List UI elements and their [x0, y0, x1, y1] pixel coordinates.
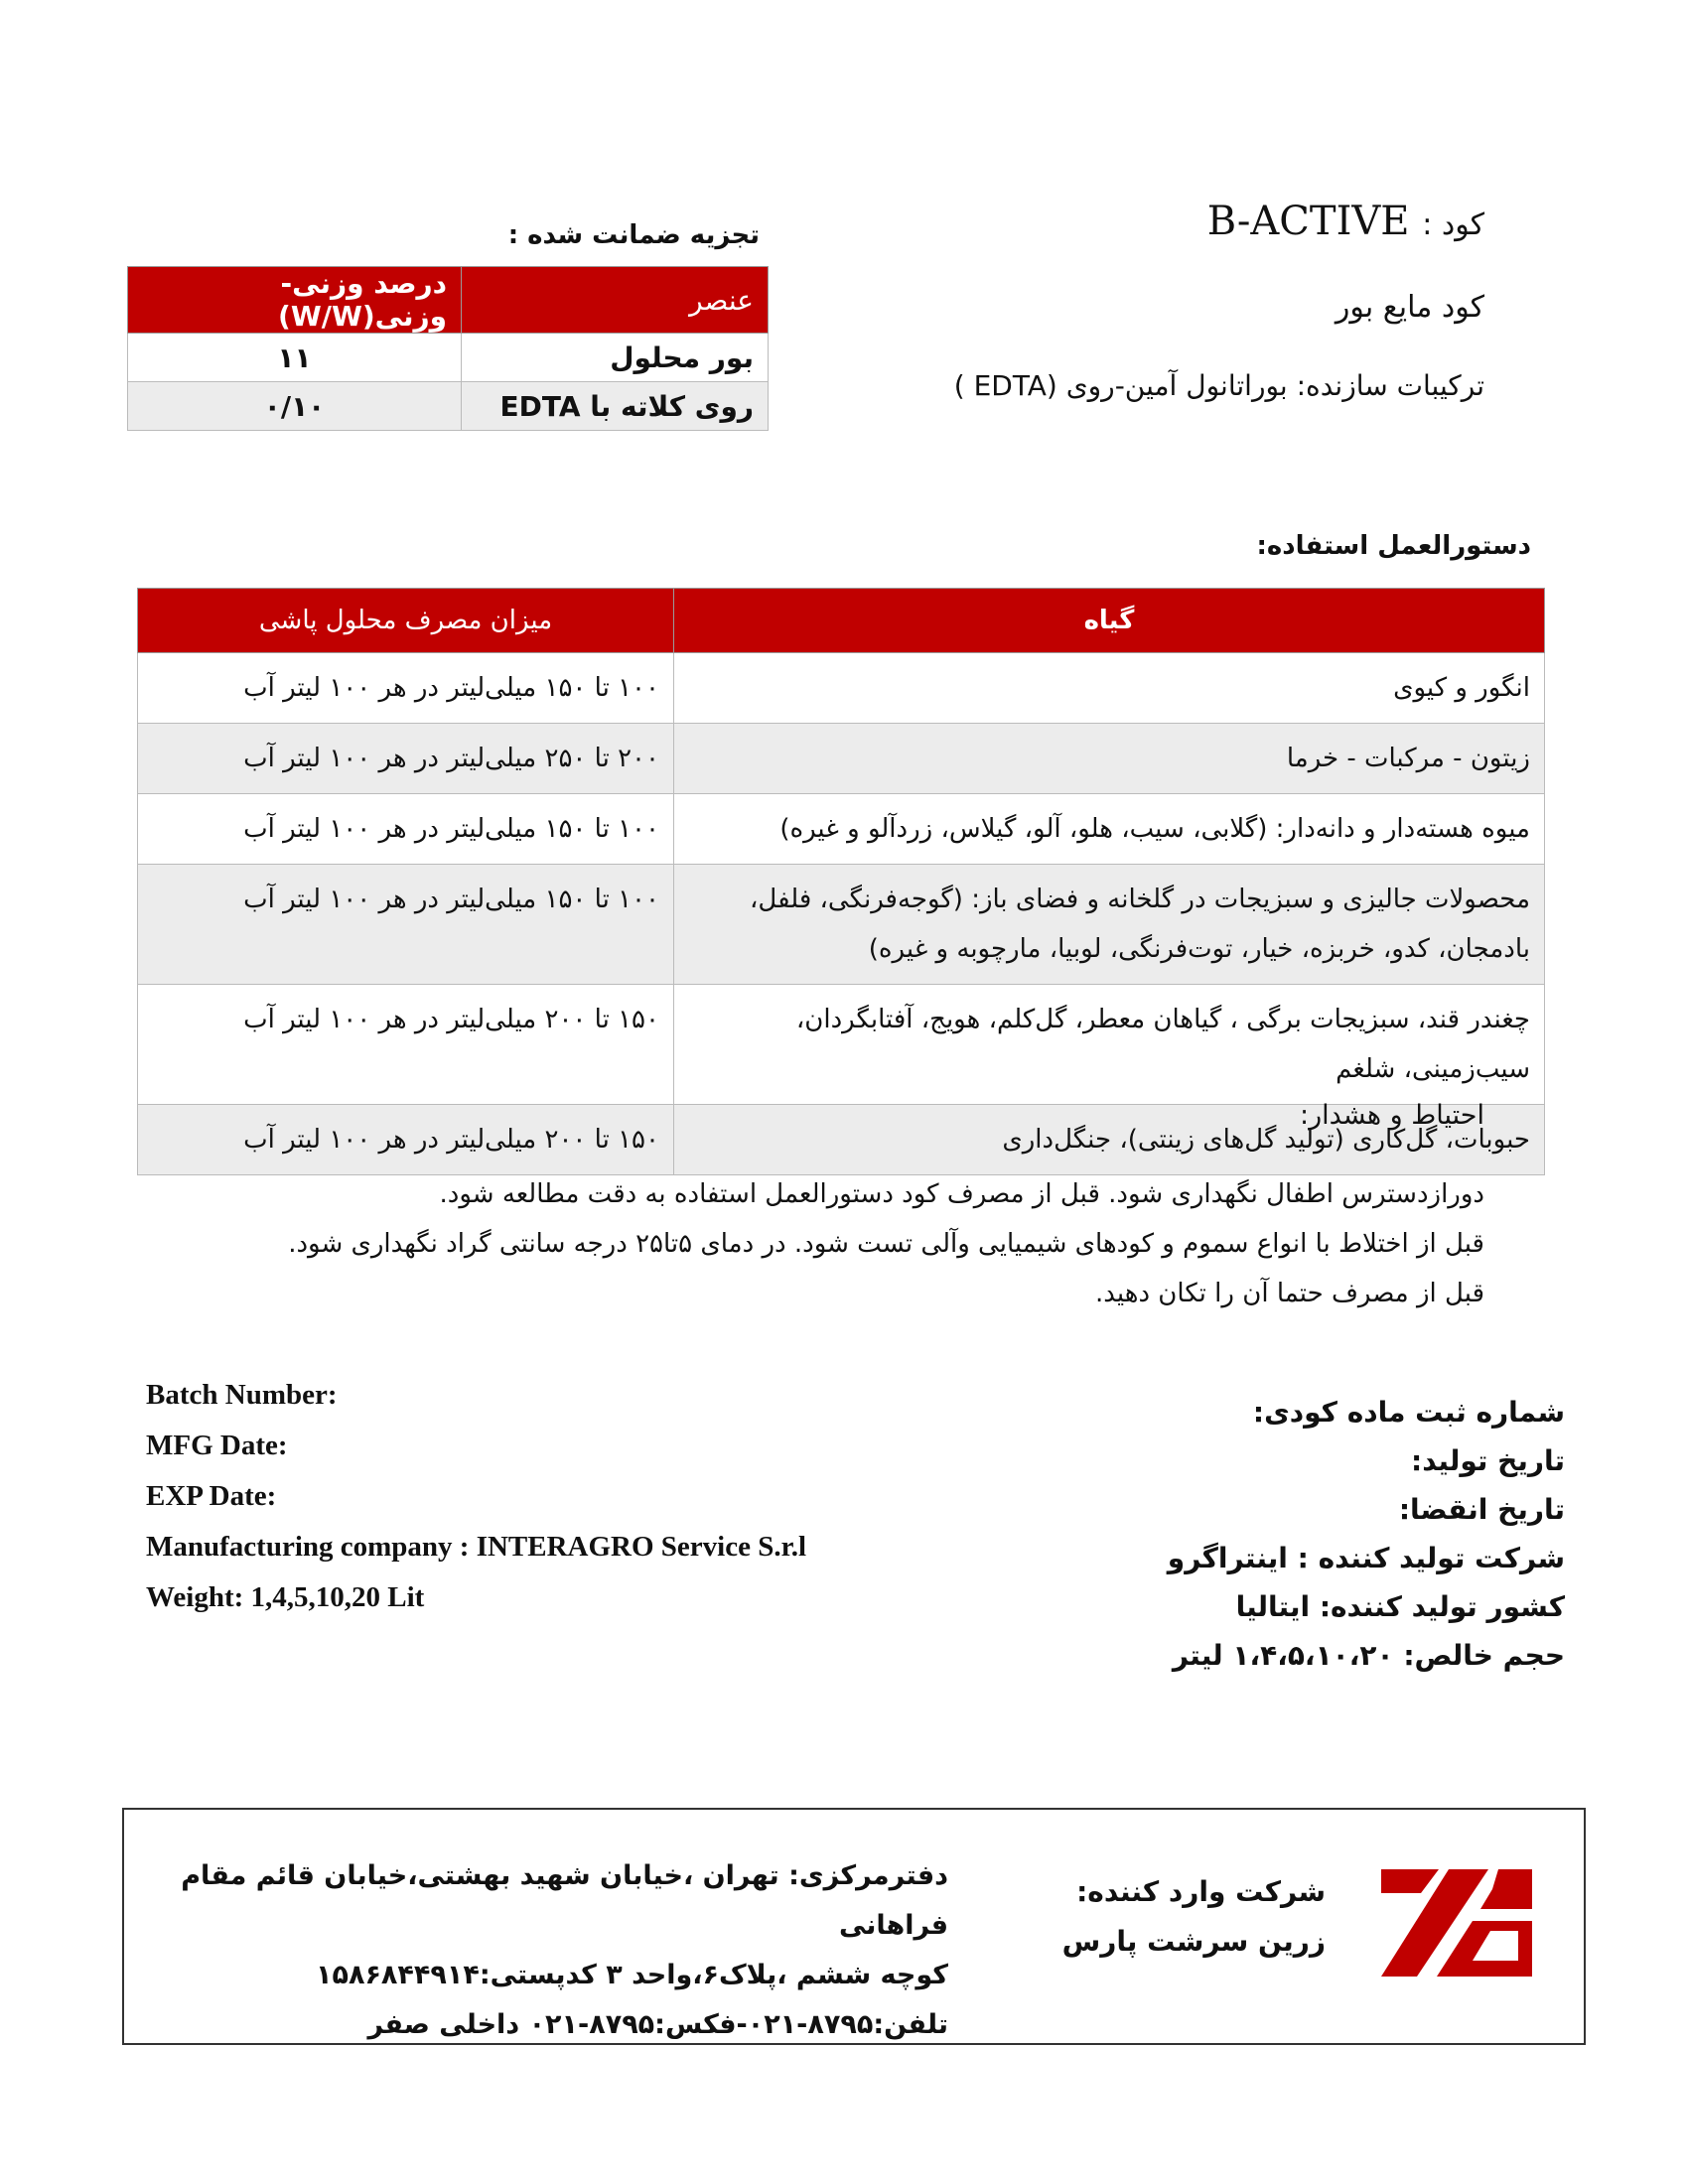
percent-header: درصد وزنی-وزنی(W/W) — [128, 267, 462, 334]
importer-box — [122, 1808, 1586, 2045]
expiry-date: تاریخ انقضا: — [1398, 1493, 1565, 1526]
table-row — [138, 653, 1545, 724]
element-cell: بور محلول — [462, 334, 769, 382]
exp-date: EXP Date: — [146, 1480, 277, 1512]
address-line: دفترمرکزی: تهران ،خیابان شهید بهشتی،خیابان قائم مقام فراهانی — [181, 1860, 948, 1941]
code-label: کود : — [1422, 207, 1484, 242]
plant-cell: چغندر قند، سبزیجات برگی ، گیاهان معطر، گل‌کلم، هویج، آفتابگردان، سیب‌زمینی، شلغم — [674, 985, 1545, 1105]
manufacturing-company: Manufacturing company : INTERAGRO Service S.r.l — [146, 1531, 807, 1563]
table-row — [128, 334, 769, 382]
percent-cell: ۱۱ — [128, 334, 462, 382]
warnings-text — [288, 1169, 1484, 1318]
dose-cell: ۱۰۰ تا ۱۵۰ میلی‌لیتر در هر ۱۰۰ لیتر آب — [138, 794, 674, 865]
warning-line: قبل از مصرف حتما آن را تکان دهید. — [1095, 1279, 1484, 1308]
dose-cell: ۱۵۰ تا ۲۰۰ میلی‌لیتر در هر ۱۰۰ لیتر آب — [138, 985, 674, 1105]
table-row — [138, 985, 1545, 1105]
mfg-date: MFG Date: — [146, 1430, 288, 1461]
dose-cell: ۱۵۰ تا ۲۰۰ میلی‌لیتر در هر ۱۰۰ لیتر آب — [138, 1105, 674, 1175]
product-code — [1207, 199, 1484, 244]
registration-number: شماره ثبت ماده کودی: — [1252, 1396, 1565, 1429]
plant-cell: انگور و کیوی — [674, 653, 1545, 724]
importer-label: شرکت وارد کننده: — [1076, 1875, 1326, 1908]
table-row — [138, 865, 1545, 985]
address — [124, 1851, 948, 2050]
origin-country: کشور تولید کننده: ایتالیا — [1235, 1590, 1565, 1623]
table-row — [138, 794, 1545, 865]
usage-header-row — [138, 589, 1545, 653]
phone-line: تلفن:۸۷۹۵-۰۲۱-فکس:۸۷۹۵-۰۲۱ داخلی صفر — [367, 2009, 948, 2040]
table-row — [138, 724, 1545, 794]
code-value: B-ACTIVE — [1206, 199, 1410, 244]
table-row — [128, 382, 769, 431]
element-cell: روی کلاته با EDTA — [462, 382, 769, 431]
warnings-title: احتیاط و هشدار: — [1299, 1100, 1484, 1131]
importer-name: زرین سرشت پارس — [1061, 1925, 1326, 1958]
registration-info — [1168, 1388, 1565, 1680]
zarin-sereshte-pars-logo-icon — [1381, 1869, 1532, 1977]
percent-cell: ۰/۱۰ — [128, 382, 462, 431]
manufacturer: شرکت تولید کننده : اینتراگرو — [1167, 1542, 1565, 1574]
analysis-table — [127, 266, 769, 431]
plant-cell: محصولات جالیزی و سبزیجات در گلخانه و فضای باز: (گوجه‌فرنگی، فلفل، بادمجان، کدو، خربزه، خیار، توت‌فرنگی، لوبیا، مارچوبه و غیره) — [674, 865, 1545, 985]
warning-line: قبل از اختلاط با انواع سموم و کودهای شیمیایی وآلی تست شود. در دمای ۵تا۲۵ درجه سانتی گراد نگهداری شود. — [288, 1229, 1484, 1259]
dose-cell: ۱۰۰ تا ۱۵۰ میلی‌لیتر در هر ۱۰۰ لیتر آب — [138, 653, 674, 724]
element-header: عنصر — [462, 267, 769, 334]
usage-table — [137, 588, 1545, 1175]
plant-header: گیاه — [674, 589, 1545, 653]
product-name: کود مایع بور — [1335, 290, 1484, 325]
composition: ترکیبات سازنده: بوراتانول آمین-روی (EDTA ) — [953, 369, 1484, 402]
production-date: تاریخ تولید: — [1411, 1444, 1565, 1477]
plant-cell: زیتون - مرکبات - خرما — [674, 724, 1545, 794]
analysis-title: تجزیه ضمانت شده : — [507, 220, 760, 250]
warning-line: دورازدسترس اطفال نگهداری شود. قبل از مصرف کود دستورالعمل استفاده به دقت مطالعه شود. — [439, 1179, 1484, 1209]
analysis-header-row — [128, 267, 769, 334]
address-line: کوچه ششم ،پلاک۶،واحد ۳ کدپستی:۱۵۸۶۸۴۴۹۱۴ — [316, 1960, 948, 1990]
importer — [1062, 1867, 1326, 1967]
weight: Weight: 1,4,5,10,20 Lit — [146, 1581, 425, 1613]
plant-cell: حبوبات، گل‌کاری (تولید گل‌های زینتی)، جنگل‌داری — [674, 1105, 1545, 1175]
english-info — [146, 1370, 806, 1623]
plant-cell: میوه هسته‌دار و دانه‌دار: (گلابی، سیب، هلو، آلو، گیلاس، زردآلو و غیره) — [674, 794, 1545, 865]
batch-number: Batch Number: — [146, 1379, 338, 1411]
net-volume: حجم خالص: ۱،۴،۵،۱۰،۲۰ لیتر — [1172, 1639, 1565, 1672]
dose-header: میزان مصرف محلول پاشی — [138, 589, 674, 653]
dose-cell: ۱۰۰ تا ۱۵۰ میلی‌لیتر در هر ۱۰۰ لیتر آب — [138, 865, 674, 985]
usage-title: دستورالعمل استفاده: — [1256, 531, 1531, 561]
dose-cell: ۲۰۰ تا ۲۵۰ میلی‌لیتر در هر ۱۰۰ لیتر آب — [138, 724, 674, 794]
